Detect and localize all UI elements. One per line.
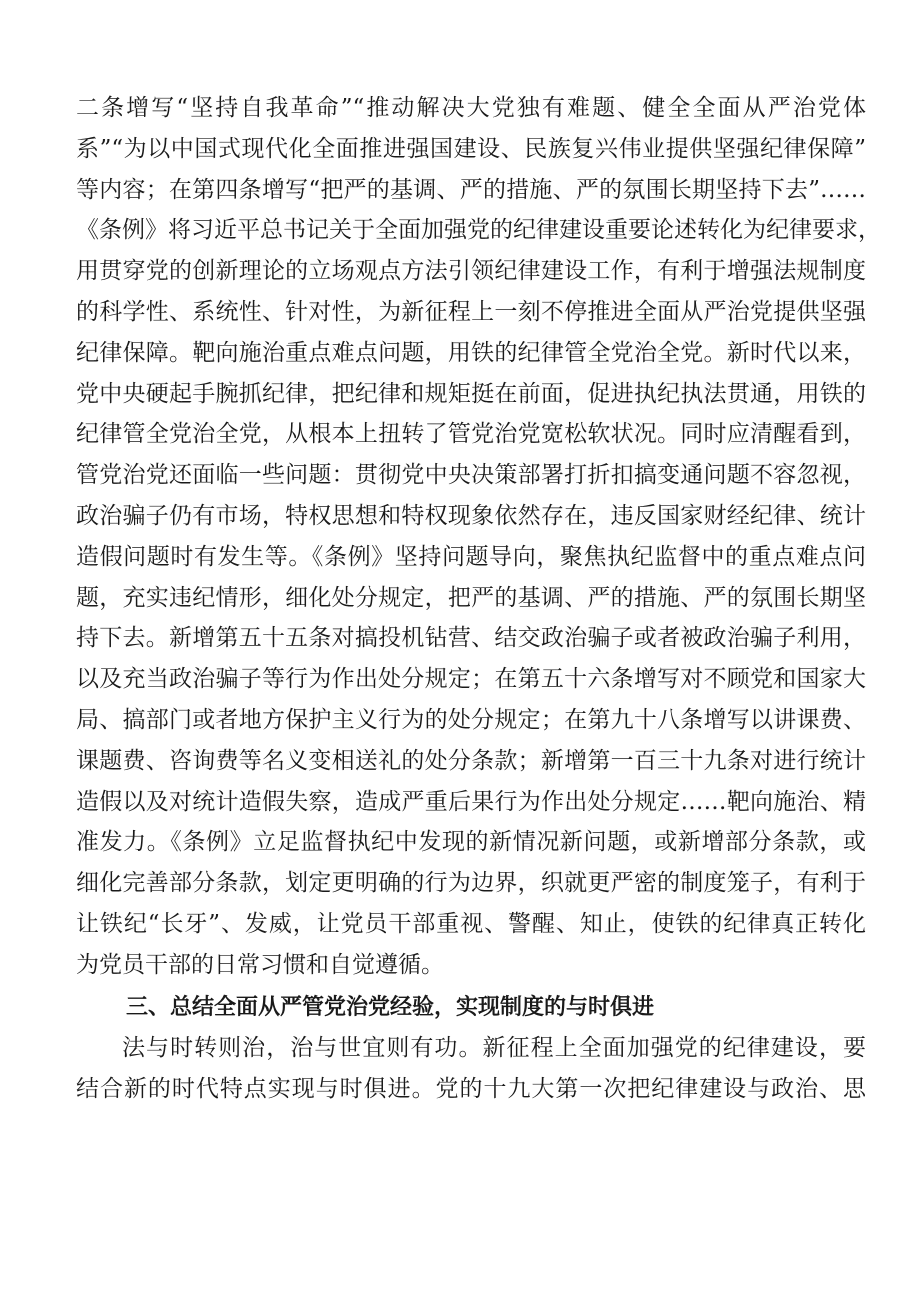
text-line: 结合新的时代特点实现与时俱进。党的十九大第一次把纪律建设与政治、思 [76,1076,866,1103]
text-line: 准发力。《条例》立足监督执纪中发现的新情况新问题，或新增部分条款，或 [76,829,866,856]
text-line: 以及充当政治骗子等行为作出处分规定；在第五十六条增写对不顾党和国家大 [76,666,866,693]
text-line: 造假问题时有发生等。《条例》坚持问题导向，聚焦执纪监督中的重点难点问 [76,543,866,570]
text-line: 细化完善部分条款，划定更明确的行为边界，织就更严密的制度笼子，有利于 [76,870,866,897]
text-line: 为党员干部的日常习惯和自觉遵循。 [76,951,444,978]
paragraph-2 [76,1028,866,1110]
text-line: 的科学性、系统性、针对性，为新征程上一刻不停推进全面从严治党提供坚强 [76,298,866,325]
text-line: 政治骗子仍有市场，特权思想和特权现象依然存在，违反国家财经纪律、统计 [76,502,866,529]
text-line: 造假以及对统计造假失察，造成严重后果行为作出处分规定……靶向施治、精 [76,788,866,815]
text-line: 让铁纪“长牙”、发威，让党员干部重视、警醒、知止，使铁的纪律真正转化 [76,910,866,937]
text-line: 系”“为以中国式现代化全面推进强国建设、民族复兴伟业提供坚强纪律保障” [76,135,866,162]
text-line: 课题费、咨询费等名义变相送礼的处分条款；新增第一百三十九条对进行统计 [76,747,866,774]
text-line: 持下去。新增第五十五条对搞投机钻营、结交政治骗子或者被政治骗子利用， [76,625,866,652]
text-line: 局、搞部门或者地方保护主义行为的处分规定；在第九十八条增写以讲课费、 [76,706,866,733]
text-line: 用贯穿党的创新理论的立场观点方法引领纪律建设工作，有利于增强法规制度 [76,258,866,285]
paragraph-1 [76,88,881,986]
section-heading: 三、总结全面从严管党治党经验，实现制度的与时俱进 [126,994,655,1020]
text-line: 纪律管全党治全党，从根本上扭转了管党治党宽松软状况。同时应清醒看到， [76,421,866,448]
document-page [76,88,881,1110]
text-line: 管党治党还面临一些问题：贯彻党中央决策部署打折扣搞变通问题不容忽视， [76,462,866,489]
text-line: 《条例》将习近平总书记关于全面加强党的纪律建设重要论述转化为纪律要求， [76,217,881,244]
text-line: 党中央硬起手腕抓纪律，把纪律和规矩挺在前面，促进执纪执法贯通，用铁的 [76,380,866,407]
text-line: 二条增写“坚持自我革命”“推动解决大党独有难题、健全全面从严治党体 [76,95,866,121]
text-line: 题，充实违纪情形，细化处分规定，把严的基调、严的措施、严的氛围长期坚 [76,584,866,611]
text-line: 法与时转则治，治与世宜则有功。新征程上全面加强党的纪律建设，要 [122,1035,866,1062]
text-line: 纪律保障。靶向施治重点难点问题，用铁的纪律管全党治全党。新时代以来， [76,339,866,366]
text-line: 等内容；在第四条增写“把严的基调、严的措施、严的氛围长期坚持下去”…… [76,176,866,203]
